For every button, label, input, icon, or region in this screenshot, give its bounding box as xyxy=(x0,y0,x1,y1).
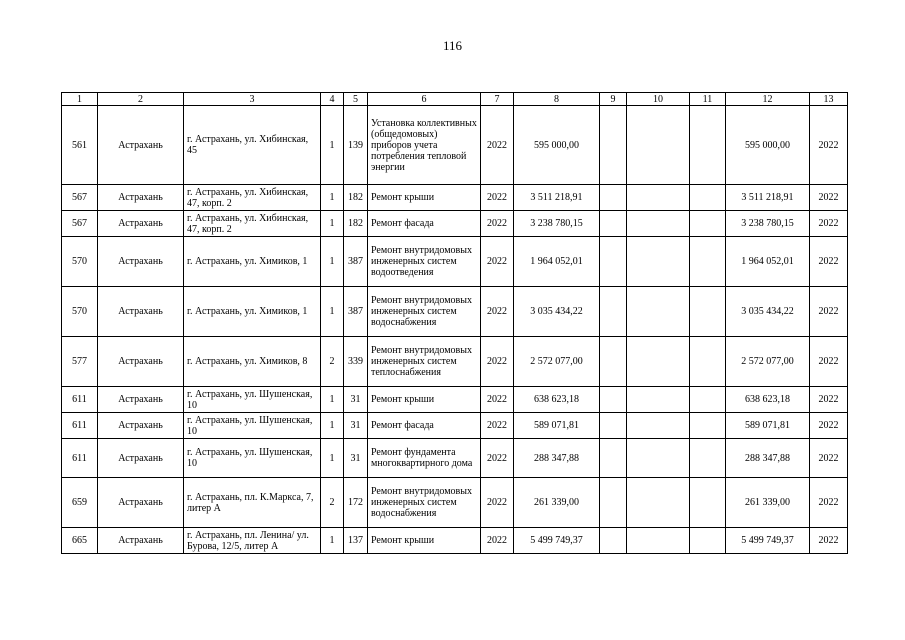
cell-col11 xyxy=(690,528,726,554)
cell-city: Астрахань xyxy=(98,287,184,337)
cell-col5: 139 xyxy=(344,106,368,185)
column-header: 7 xyxy=(481,93,514,106)
cell-end-year: 2022 xyxy=(810,387,848,413)
table-row xyxy=(62,413,848,439)
cell-number: 567 xyxy=(62,185,98,211)
cell-col4: 1 xyxy=(321,237,344,287)
cell-col11 xyxy=(690,387,726,413)
column-header: 9 xyxy=(600,93,627,106)
cell-work-type: Ремонт внутридомовых инженерных систем водоотведения xyxy=(368,237,481,287)
cell-end-year: 2022 xyxy=(810,237,848,287)
cell-end-year: 2022 xyxy=(810,185,848,211)
cell-col4: 1 xyxy=(321,106,344,185)
cell-col5: 182 xyxy=(344,185,368,211)
cell-year: 2022 xyxy=(481,287,514,337)
cell-work-type: Ремонт фундамента многоквартирного дома xyxy=(368,439,481,478)
column-header: 11 xyxy=(690,93,726,106)
cell-col10 xyxy=(627,387,690,413)
cell-col4: 1 xyxy=(321,439,344,478)
cell-address: г. Астрахань, ул. Шушенская, 10 xyxy=(184,439,321,478)
cell-cost: 261 339,00 xyxy=(514,478,600,528)
cell-work-type: Ремонт крыши xyxy=(368,528,481,554)
cell-total: 2 572 077,00 xyxy=(726,337,810,387)
cell-number: 570 xyxy=(62,287,98,337)
cell-end-year: 2022 xyxy=(810,337,848,387)
table-row xyxy=(62,387,848,413)
cell-work-type: Ремонт внутридомовых инженерных систем водоснабжения xyxy=(368,478,481,528)
cell-number: 611 xyxy=(62,387,98,413)
cell-number: 567 xyxy=(62,211,98,237)
header-row xyxy=(62,93,848,106)
table-row xyxy=(62,478,848,528)
cell-col11 xyxy=(690,211,726,237)
cell-number: 570 xyxy=(62,237,98,287)
table-row xyxy=(62,439,848,478)
cell-end-year: 2022 xyxy=(810,106,848,185)
cell-col5: 31 xyxy=(344,439,368,478)
cell-city: Астрахань xyxy=(98,237,184,287)
cell-col9 xyxy=(600,387,627,413)
cell-work-type: Ремонт крыши xyxy=(368,185,481,211)
table-row xyxy=(62,106,848,185)
cell-col4: 1 xyxy=(321,413,344,439)
cell-address: г. Астрахань, ул. Химиков, 1 xyxy=(184,287,321,337)
cell-col11 xyxy=(690,287,726,337)
cell-total: 261 339,00 xyxy=(726,478,810,528)
cell-cost: 3 511 218,91 xyxy=(514,185,600,211)
cell-number: 665 xyxy=(62,528,98,554)
cell-col10 xyxy=(627,185,690,211)
cell-col11 xyxy=(690,478,726,528)
table-row xyxy=(62,211,848,237)
cell-cost: 1 964 052,01 xyxy=(514,237,600,287)
cell-year: 2022 xyxy=(481,413,514,439)
column-header: 5 xyxy=(344,93,368,106)
cell-address: г. Астрахань, ул. Химиков, 8 xyxy=(184,337,321,387)
cell-col4: 1 xyxy=(321,211,344,237)
cell-city: Астрахань xyxy=(98,387,184,413)
cell-col11 xyxy=(690,237,726,287)
cell-cost: 5 499 749,37 xyxy=(514,528,600,554)
cell-address: г. Астрахань, пл. Ленина/ ул. Бурова, 12/5, литер А xyxy=(184,528,321,554)
cell-year: 2022 xyxy=(481,337,514,387)
cell-total: 638 623,18 xyxy=(726,387,810,413)
cell-end-year: 2022 xyxy=(810,287,848,337)
table-body xyxy=(62,106,848,554)
cell-city: Астрахань xyxy=(98,106,184,185)
column-header: 12 xyxy=(726,93,810,106)
cell-col11 xyxy=(690,439,726,478)
cell-col5: 31 xyxy=(344,387,368,413)
cell-address: г. Астрахань, ул. Хибинская, 47, корп. 2 xyxy=(184,211,321,237)
cell-col4: 1 xyxy=(321,387,344,413)
cell-total: 3 511 218,91 xyxy=(726,185,810,211)
column-header: 10 xyxy=(627,93,690,106)
cell-col10 xyxy=(627,478,690,528)
cell-number: 561 xyxy=(62,106,98,185)
cell-col5: 182 xyxy=(344,211,368,237)
cell-col9 xyxy=(600,439,627,478)
cell-address: г. Астрахань, ул. Хибинская, 47, корп. 2 xyxy=(184,185,321,211)
cell-city: Астрахань xyxy=(98,337,184,387)
cell-col9 xyxy=(600,528,627,554)
column-header: 6 xyxy=(368,93,481,106)
cell-work-type: Ремонт фасада xyxy=(368,413,481,439)
cell-total: 5 499 749,37 xyxy=(726,528,810,554)
cell-work-type: Ремонт внутридомовых инженерных систем теплоснабжения xyxy=(368,337,481,387)
cell-end-year: 2022 xyxy=(810,528,848,554)
cell-col5: 137 xyxy=(344,528,368,554)
table-row xyxy=(62,237,848,287)
cell-year: 2022 xyxy=(481,185,514,211)
cell-address: г. Астрахань, пл. К.Маркса, 7, литер А xyxy=(184,478,321,528)
cell-number: 611 xyxy=(62,439,98,478)
cell-col9 xyxy=(600,211,627,237)
cell-col4: 1 xyxy=(321,287,344,337)
page-number: 116 xyxy=(442,38,463,53)
cell-col11 xyxy=(690,106,726,185)
cell-work-type: Ремонт крыши xyxy=(368,387,481,413)
cell-cost: 638 623,18 xyxy=(514,387,600,413)
cell-address: г. Астрахань, ул. Хибинская, 45 xyxy=(184,106,321,185)
cell-col9 xyxy=(600,478,627,528)
cell-year: 2022 xyxy=(481,478,514,528)
cell-cost: 595 000,00 xyxy=(514,106,600,185)
cell-year: 2022 xyxy=(481,387,514,413)
cell-col10 xyxy=(627,106,690,185)
cell-col11 xyxy=(690,413,726,439)
cell-col5: 31 xyxy=(344,413,368,439)
cell-year: 2022 xyxy=(481,439,514,478)
column-header: 4 xyxy=(321,93,344,106)
cell-address: г. Астрахань, ул. Шушенская, 10 xyxy=(184,413,321,439)
cell-year: 2022 xyxy=(481,106,514,185)
column-header: 3 xyxy=(184,93,321,106)
cell-col5: 172 xyxy=(344,478,368,528)
cell-city: Астрахань xyxy=(98,528,184,554)
cell-total: 3 238 780,15 xyxy=(726,211,810,237)
cell-col10 xyxy=(627,528,690,554)
cell-cost: 3 035 434,22 xyxy=(514,287,600,337)
cell-work-type: Установка коллективных (общедомовых) приборов учета потребления тепловой энергии xyxy=(368,106,481,185)
cell-work-type: Ремонт внутридомовых инженерных систем водоснабжения xyxy=(368,287,481,337)
cell-col5: 387 xyxy=(344,287,368,337)
cell-col4: 1 xyxy=(321,528,344,554)
table-row xyxy=(62,287,848,337)
cell-col11 xyxy=(690,185,726,211)
column-header: 2 xyxy=(98,93,184,106)
cell-address: г. Астрахань, ул. Шушенская, 10 xyxy=(184,387,321,413)
cell-end-year: 2022 xyxy=(810,478,848,528)
column-header: 1 xyxy=(62,93,98,106)
cell-col10 xyxy=(627,237,690,287)
cell-end-year: 2022 xyxy=(810,211,848,237)
cell-col10 xyxy=(627,287,690,337)
cell-col4: 1 xyxy=(321,185,344,211)
cell-city: Астрахань xyxy=(98,439,184,478)
cell-work-type: Ремонт фасада xyxy=(368,211,481,237)
cell-cost: 589 071,81 xyxy=(514,413,600,439)
table-row xyxy=(62,337,848,387)
table-row xyxy=(62,528,848,554)
cell-col9 xyxy=(600,106,627,185)
cell-col4: 2 xyxy=(321,337,344,387)
cell-address: г. Астрахань, ул. Химиков, 1 xyxy=(184,237,321,287)
cell-total: 1 964 052,01 xyxy=(726,237,810,287)
cell-col10 xyxy=(627,211,690,237)
table-row xyxy=(62,185,848,211)
cell-total: 288 347,88 xyxy=(726,439,810,478)
cell-col4: 2 xyxy=(321,478,344,528)
cell-end-year: 2022 xyxy=(810,413,848,439)
cell-col9 xyxy=(600,337,627,387)
cell-col10 xyxy=(627,413,690,439)
cell-number: 577 xyxy=(62,337,98,387)
cell-col9 xyxy=(600,185,627,211)
cell-cost: 3 238 780,15 xyxy=(514,211,600,237)
column-header: 8 xyxy=(514,93,600,106)
cell-year: 2022 xyxy=(481,528,514,554)
cell-total: 3 035 434,22 xyxy=(726,287,810,337)
cell-city: Астрахань xyxy=(98,413,184,439)
cell-end-year: 2022 xyxy=(810,439,848,478)
cell-col9 xyxy=(600,413,627,439)
cell-year: 2022 xyxy=(481,237,514,287)
cell-total: 589 071,81 xyxy=(726,413,810,439)
cell-year: 2022 xyxy=(481,211,514,237)
cell-col10 xyxy=(627,337,690,387)
cell-col9 xyxy=(600,237,627,287)
cell-col10 xyxy=(627,439,690,478)
cell-col11 xyxy=(690,337,726,387)
cell-col5: 387 xyxy=(344,237,368,287)
cell-cost: 2 572 077,00 xyxy=(514,337,600,387)
cell-city: Астрахань xyxy=(98,478,184,528)
cell-col5: 339 xyxy=(344,337,368,387)
data-table xyxy=(61,92,848,554)
cell-city: Астрахань xyxy=(98,185,184,211)
cell-total: 595 000,00 xyxy=(726,106,810,185)
cell-number: 611 xyxy=(62,413,98,439)
cell-cost: 288 347,88 xyxy=(514,439,600,478)
cell-number: 659 xyxy=(62,478,98,528)
cell-city: Астрахань xyxy=(98,211,184,237)
column-header: 13 xyxy=(810,93,848,106)
cell-col9 xyxy=(600,287,627,337)
